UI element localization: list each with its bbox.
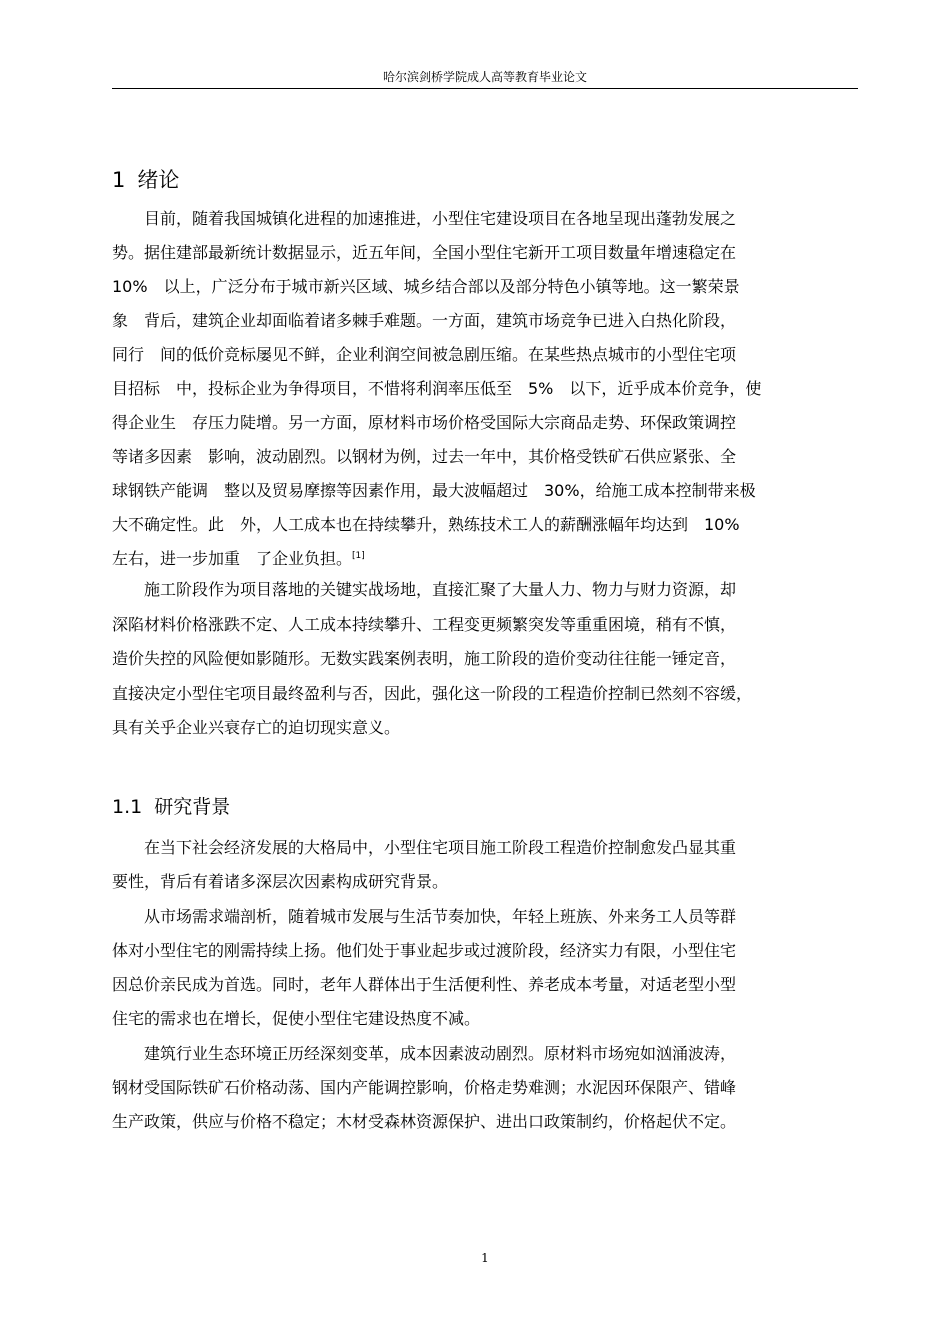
text-line: 体对小型住宅的刚需持续上扬。他们处于事业起步或过渡阶段，经济实力有限，小型住宅 xyxy=(112,940,737,960)
text-line: 因总价亲民成为首选。同时，老年人群体出于生活便利性、养老成本考量，对适老型小型 xyxy=(112,975,737,995)
text-line: 施工阶段作为项目落地的关键实战场地，直接汇聚了大量人力、物力与财力资源，却 xyxy=(112,580,737,599)
text-line: 具有关乎企业兴衰存亡的迫切现实意义。 xyxy=(112,718,401,737)
text-line: 要性，背后有着诸多深层次因素构成研究背景。 xyxy=(112,872,449,892)
text-line: 同行 间的低价竞标屡见不鲜，企业利润空间被急剧压缩。在某些热点城市的小型住宅项 xyxy=(112,345,737,364)
text-line: 球钢铁产能调 整以及贸易摩擦等因素作用，最大波幅超过 30%，给施工成本控制带来极 xyxy=(112,481,756,500)
chapter-paragraph-2 xyxy=(112,573,858,746)
header-rule xyxy=(112,88,858,89)
running-header: 哈尔滨剑桥学院成人高等教育毕业论文 xyxy=(382,70,587,84)
text-line: 势。据住建部最新统计数据显示，近五年间，全国小型住宅新开工项目数量年增速稳定在 xyxy=(112,243,737,262)
text-line: 目招标 中，投标企业为争得项目，不惜将利润率压低至 5% 以下，近乎成本价竞争，使 xyxy=(112,379,762,398)
text-line-last xyxy=(112,542,858,576)
text-line: 从市场需求端剖析，随着城市发展与生活节奏加快，年轻上班族、外来务工人员等群 xyxy=(112,906,737,926)
text-line: 深陷材料价格涨跌不定、人工成本持续攀升、工程变更频繁突发等重重困境，稍有不慎， xyxy=(112,614,737,634)
chapter-paragraph-1 xyxy=(112,202,858,576)
text-line: 钢材受国际铁矿石价格动荡、国内产能调控影响，价格走势难测；水泥因环保限产、错峰 xyxy=(112,1078,737,1098)
text-line: 生产政策，供应与价格不稳定；木材受森林资源保护、进出口政策制约，价格起伏不定。 xyxy=(112,1112,737,1132)
text-line: 造价失控的风险便如影随形。无数实践案例表明，施工阶段的造价变动往往能一锤定音， xyxy=(112,649,737,668)
text-line: 等诸多因素 影响，波动剧烈。以钢材为例，过去一年中，其价格受铁矿石供应紧张、全 xyxy=(112,447,737,466)
text-line: 在当下社会经济发展的大格局中，小型住宅项目施工阶段工程造价控制愈发凸显其重 xyxy=(112,838,737,857)
text-line: 得企业生 存压力陡增。另一方面，原材料市场价格受国际大宗商品走势、环保政策调控 xyxy=(112,413,737,432)
page-number: 1 xyxy=(481,1251,489,1265)
text-line: 大不确定性。此 外，人工成本也在持续攀升，熟练技术工人的薪酬涨幅年均达到 10% xyxy=(112,515,740,534)
text-line: 住宅的需求也在增长，促使小型住宅建设热度不减。 xyxy=(112,1009,481,1029)
text-line: 直接决定小型住宅项目最终盈利与否，因此，强化这一阶段的工程造价控制已然刻不容缓， xyxy=(112,683,753,703)
citation-marker: [1] xyxy=(352,551,365,561)
section-body xyxy=(112,831,858,1140)
section-title: 研究背景 xyxy=(154,796,231,818)
text-line-content: 左右，进一步加重 了企业负担。 xyxy=(112,549,353,568)
text-line: 目前，随着我国城镇化进程的加速推进，小型住宅建设项目在各地呈现出蓬勃发展之 xyxy=(112,209,737,228)
text-line: 建筑行业生态环境正历经深刻变革，成本因素波动剧烈。原材料市场宛如汹涌波涛， xyxy=(112,1043,737,1063)
chapter-number: 1 xyxy=(112,168,126,192)
section-number: 1.1 xyxy=(112,796,143,818)
text-line: 10% 以上，广泛分布于城市新兴区域、城乡结合部以及部分特色小镇等地。这一繁荣景 xyxy=(112,277,740,296)
chapter-title: 绪论 xyxy=(137,168,180,192)
section-heading xyxy=(112,792,858,819)
chapter-heading xyxy=(112,164,858,194)
text-line: 象 背后，建筑企业却面临着诸多棘手难题。一方面，建筑市场竞争已进入白热化阶段， xyxy=(112,311,737,330)
